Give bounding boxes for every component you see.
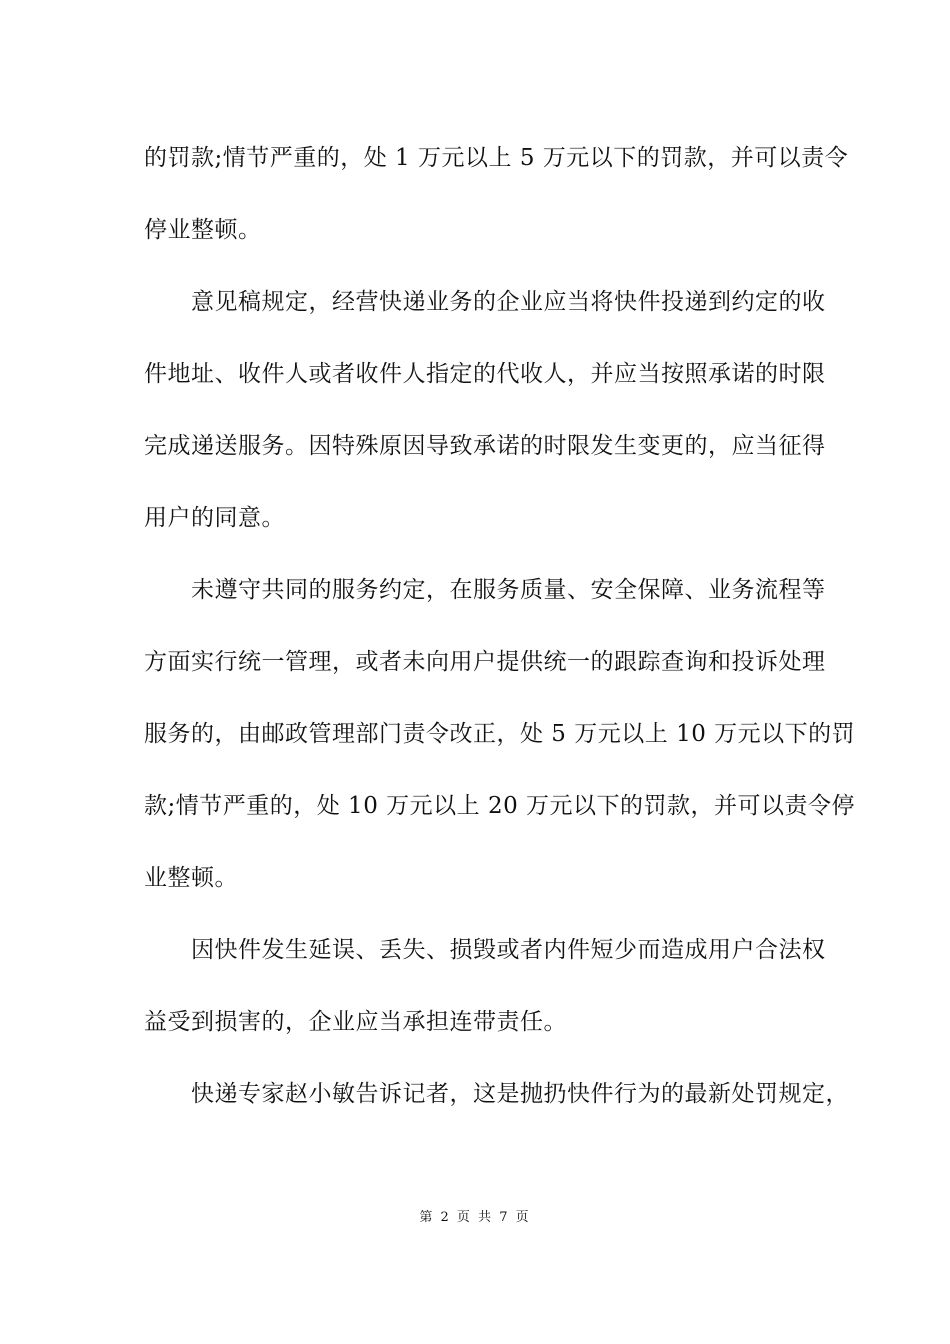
document-body bbox=[144, 128, 856, 1136]
text-line: 的罚款;情节严重的，处 1 万元以上 5 万元以下的罚款，并可以责令 bbox=[144, 145, 849, 171]
text-line: 快递专家赵小敏告诉记者，这是抛扔快件行为的最新处罚规定， bbox=[191, 1081, 849, 1107]
text-line: 款;情节严重的，处 10 万元以上 20 万元以下的罚款，并可以责令停 bbox=[144, 793, 856, 819]
page-footer bbox=[0, 1208, 950, 1228]
text-line: 用户的同意。 bbox=[144, 505, 285, 531]
page-number-label: 第 2 页 共 7 页 bbox=[419, 1210, 531, 1225]
text-line: 因快件发生延误、丢失、损毁或者内件短少而造成用户合法权 bbox=[191, 937, 826, 963]
text-line: 完成递送服务。因特殊原因导致承诺的时限发生变更的，应当征得 bbox=[144, 433, 826, 459]
text-line: 方面实行统一管理，或者未向用户提供统一的跟踪查询和投诉处理 bbox=[144, 649, 826, 675]
text-line: 业整顿。 bbox=[144, 865, 238, 891]
text-line: 未遵守共同的服务约定，在服务质量、安全保障、业务流程等 bbox=[191, 577, 826, 603]
text-line: 服务的，由邮政管理部门责令改正，处 5 万元以上 10 万元以下的罚 bbox=[144, 721, 856, 747]
text-line: 停业整顿。 bbox=[144, 217, 262, 243]
text-line: 意见稿规定，经营快递业务的企业应当将快件投递到约定的收 bbox=[191, 289, 826, 315]
text-line: 益受到损害的，企业应当承担连带责任。 bbox=[144, 1009, 567, 1035]
text-line: 件地址、收件人或者收件人指定的代收人，并应当按照承诺的时限 bbox=[144, 361, 826, 387]
